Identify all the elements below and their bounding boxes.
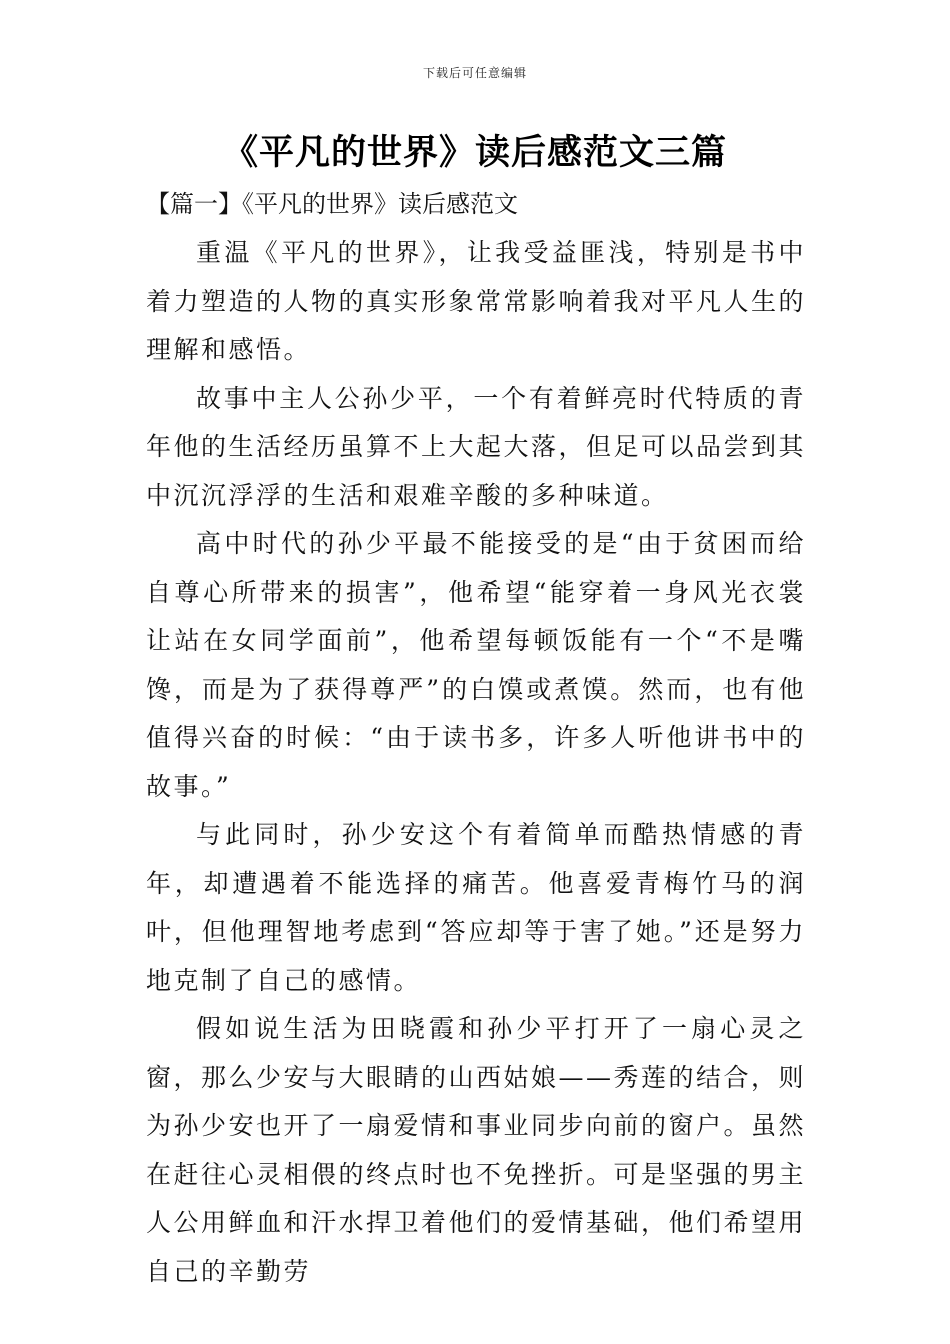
- paragraph: 与此同时，孙少安这个有着简单而酷热情感的青年，却遭遇着不能选择的痛苦。他喜爱青梅竹马的润叶，但他理智地考虑到“答应却等于害了她。”还是努力地克制了自己的感情。: [146, 820, 806, 995]
- paragraph: 重温《平凡的世界》，让我受益匪浅，特别是书中着力塑造的人物的真实形象常常影响着我对平凡人生的理解和感悟。: [146, 238, 807, 364]
- paragraph: 假如说生活为田晓霞和孙少平打开了一扇心灵之窗，那么少安与大眼睛的山西姑娘——秀莲的结合，则为孙少安也开了一扇爱情和事业同步向前的窗户。虽然在赶往心灵相偎的终点时也不免挫折。可是坚强的男主人公用鲜血和汗水捍卫着他们的爱情基础，他们希望用自己的辛勤劳: [146, 1014, 807, 1286]
- paragraph: 高中时代的孙少平最不能接受的是“由于贫困而给自尊心所带来的损害”，他希望“能穿着一身风光衣裳让站在女同学面前”，他希望每顿饭能有一个“不是嘴馋，而是为了获得尊严”的白馍或煮馍。然而，也有他值得兴奋的时候：“由于读书多，许多人听他讲书中的故事。”: [146, 529, 806, 801]
- header-note: 下载后可任意编辑: [422, 66, 527, 80]
- document-title: 《平凡的世界》读后感范文三篇: [222, 133, 727, 173]
- paragraph: 故事中主人公孙少平，一个有着鲜亮时代特质的青年他的生活经历虽算不上大起大落，但足可以品尝到其中沉沉浮浮的生活和艰难辛酸的多种味道。: [146, 383, 807, 510]
- document-body: [146, 229, 806, 1296]
- section-heading: 【篇一】《平凡的世界》读后感范文: [146, 190, 518, 218]
